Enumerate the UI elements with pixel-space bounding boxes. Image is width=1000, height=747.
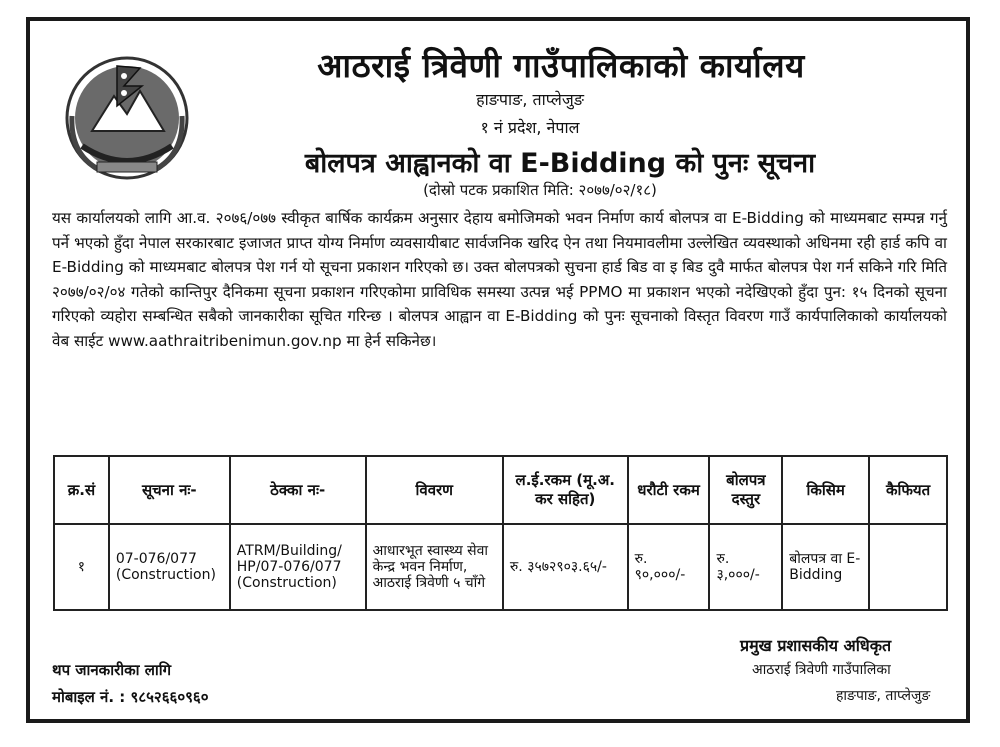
contact-mobile: मोबाइल नं. : ९८५२६६०९६० — [52, 688, 209, 706]
cell-contract-no: ATRM/Building/ HP/07-076/077 (Construction) — [230, 524, 366, 610]
reissue-date-note: (दोस्रो पटक प्रकाशित मिति: २०७७/०२/१८) — [423, 181, 657, 199]
cell-sn: १ — [54, 524, 109, 610]
cell-remarks — [869, 524, 947, 610]
header-remarks: कैफियत — [869, 456, 947, 524]
notice-body: यस कार्यालयको लागि आ.व. २०७६/०७७ स्वीकृत बार्षिक कार्यक्रम अनुसार देहाय बमोजिमको भवन निर्माण कार्य बोलपत्र वा E-Bidding को माध्यमबाट सम्पन्न गर्नु पर्ने भएको हुँदा नेपाल सरकारबाट इजाजत प्राप्त योग्य निर्माण व्यवसायीबाट सार्वजनिक खरिद ऐन तथा नियमावलीमा उल्लेखित व्यवस्थाको अधिनमा रही हार्ड कपि वा E-Bidding को माध्यमबाट बोलपत्र पेश गर्न यो सूचना प्रकाशन गरिएको छ। उक्त बोलपत्रको सुचना हार्ड बिड वा इ बिड दुवै मार्फत बोलपत्र पेश गर्न सकिने गरि मिति २०७७/०२/०४ गतेको कान्तिपुर दैनिकमा सूचना प्रकाशन गरिएकोमा प्राविधिक समस्या उत्पन्न भई PPMO मा प्रकाशन भएको नदेखिएको हुँदा पुन: १५ दिनको सूचना गरिएको व्यहोरा सम्बन्धित सबैको जानकारीका सूचित गरिन्छ । बोलपत्र आह्वान वा E-Bidding को पुनः सूचनाको विस्तृत विवरण गाउँ कार्यपालिकाको कार्यालयको वेब साईट www.aathraitribenimun.gov.np मा हेर्न सकिनेछ। — [52, 209, 947, 350]
cell-deposit: रु. ९०,०००/- — [628, 524, 710, 610]
contact-label: थप जानकारीका लागि — [52, 661, 172, 679]
header-cost-estimate: ल.ई.रकम (मू.अ. कर सहित) — [503, 456, 628, 524]
header-fee: बोलपत्र दस्तुर — [709, 456, 782, 524]
signatory-designation: प्रमुख प्रशासकीय अधिकृत — [740, 636, 892, 655]
header-type: किसिम — [782, 456, 869, 524]
table-header-row — [54, 456, 947, 524]
table-row — [54, 524, 947, 610]
cell-cost-estimate: रु. ३५७२९०३.६५/- — [503, 524, 628, 610]
header-notice-no: सूचना नः- — [109, 456, 230, 524]
cell-description: आधारभूत स्वास्थ्य सेवा केन्द्र भवन निर्माण, आठराई त्रिवेणी ५ चाँगे — [366, 524, 503, 610]
header-deposit: धरौटी रकम — [628, 456, 710, 524]
office-title: आठराई त्रिवेणी गाउँपालिकाको कार्यालय — [317, 46, 805, 85]
address-line-1: हाङपाङ, ताप्लेजुङ — [476, 90, 584, 109]
bid-table — [53, 455, 948, 611]
nepal-emblem-icon — [52, 46, 202, 186]
header-description: विवरण — [366, 456, 503, 524]
header-sn: क्र.सं — [54, 456, 109, 524]
header-contract-no: ठेक्का नः- — [230, 456, 366, 524]
notice-title: बोलपत्र आह्वानको वा E-Bidding को पुनः सूचना — [304, 148, 816, 179]
cell-fee: रु. ३,०००/- — [709, 524, 782, 610]
cell-type: बोलपत्र वा E-Bidding — [782, 524, 869, 610]
address-line-2: १ नं प्रदेश, नेपाल — [480, 118, 580, 137]
signatory-location: हाङपाङ, ताप्लेजुङ — [836, 688, 931, 704]
cell-notice-no: 07-076/077 (Construction) — [109, 524, 230, 610]
signatory-office: आठराई त्रिवेणी गाउँपालिका — [752, 662, 891, 678]
